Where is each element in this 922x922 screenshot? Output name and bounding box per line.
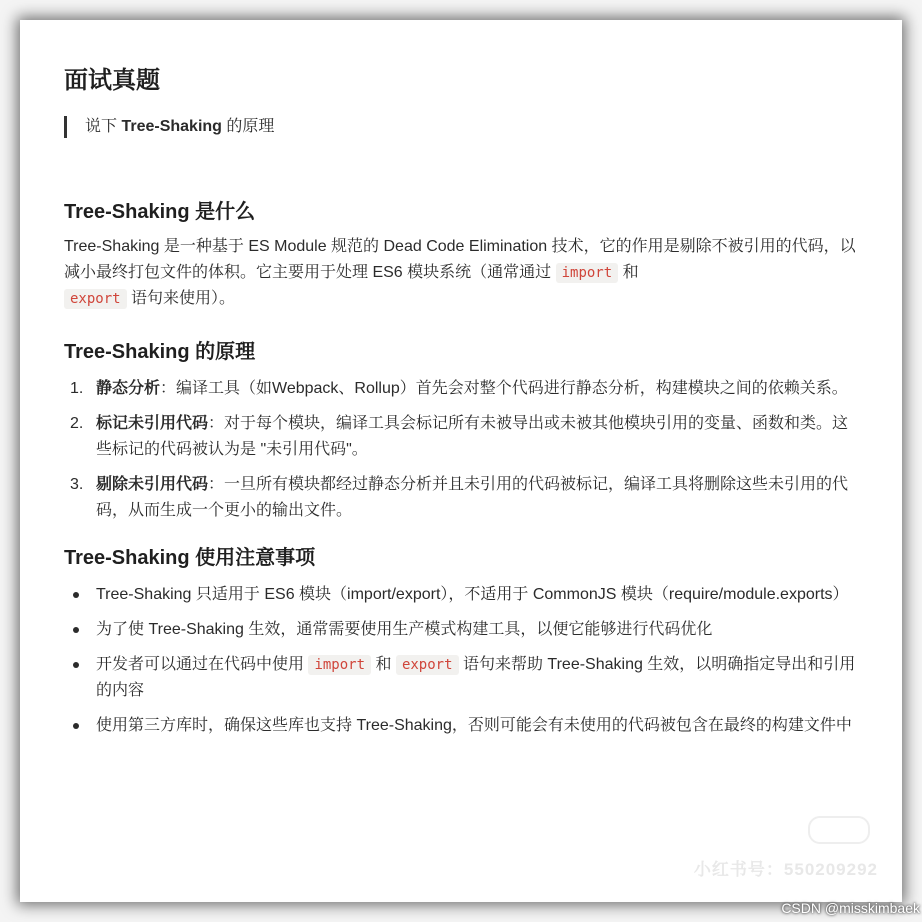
quote-bold: Tree-Shaking bbox=[121, 118, 222, 135]
watermark-logo-icon bbox=[808, 816, 870, 844]
section-heading-what: Tree-Shaking 是什么 bbox=[64, 201, 256, 223]
list-item bbox=[64, 582, 862, 608]
item-bold: 标记未引用代码 bbox=[96, 415, 209, 432]
item-text: 开发者可以通过在代码中使用 bbox=[96, 656, 309, 673]
quote-suffix: 的原理 bbox=[221, 118, 275, 135]
item-bold: 剔除未引用代码 bbox=[96, 476, 209, 493]
item-text: 语句来帮助 Tree-Shaking 生效，以明确指定导出和引用的内容 bbox=[96, 656, 856, 699]
credit-text: CSDN @misskimbaek bbox=[781, 900, 920, 916]
quote-prefix: 说下 bbox=[85, 118, 122, 135]
list-item bbox=[64, 713, 862, 739]
list-item bbox=[64, 411, 862, 463]
page-title: 面试真题 bbox=[64, 67, 160, 94]
section-heading-principle: Tree-Shaking 的原理 bbox=[64, 341, 256, 363]
item-text: ：编译工具（如Webpack、Rollup）首先会对整个代码进行静态分析，构建模块之间的依赖关系。 bbox=[160, 380, 848, 397]
inline-code-import: import bbox=[308, 655, 371, 675]
para-text: Tree-Shaking 是一种基于 ES Module 规范的 Dead Code Elimination 技术，它的作用是剔除不被引用的代码，以减小最终打包文件的体积。它主要用于处理 ES6 模块系统（通常通过 bbox=[64, 238, 856, 281]
item-text: 和 bbox=[371, 656, 396, 673]
list-item bbox=[64, 376, 862, 402]
document-card bbox=[20, 20, 902, 902]
inline-code-export: export bbox=[396, 655, 459, 675]
para-text: 和 bbox=[618, 264, 639, 281]
para-text: 语句来使用）。 bbox=[126, 290, 236, 307]
inline-code-import: import bbox=[556, 263, 619, 283]
section-paragraph-what bbox=[64, 234, 862, 312]
list-item bbox=[64, 652, 862, 704]
list-item bbox=[64, 472, 862, 524]
bullet-icon bbox=[73, 723, 79, 729]
principle-list bbox=[64, 376, 862, 524]
inline-code-export: export bbox=[64, 289, 127, 309]
list-item bbox=[64, 617, 862, 643]
list-number: 3. bbox=[70, 476, 84, 493]
item-text: 为了使 Tree-Shaking 生效，通常需要使用生产模式构建工具，以便它能够进行代码优化 bbox=[96, 621, 713, 638]
item-text: ：一旦所有模块都经过静态分析并且未引用的代码被标记，编译工具将删除这些未引用的代码，从而生成一个更小的输出文件。 bbox=[96, 476, 849, 519]
bullet-icon bbox=[73, 592, 79, 598]
bullet-icon bbox=[73, 662, 79, 668]
bullet-icon bbox=[73, 627, 79, 633]
list-number: 2. bbox=[70, 415, 84, 432]
item-bold: 静态分析 bbox=[96, 380, 161, 397]
list-number: 1. bbox=[70, 380, 84, 397]
item-text: Tree-Shaking 只适用于 ES6 模块（import/export），不适用于 CommonJS 模块（require/module.exports） bbox=[96, 586, 849, 603]
notes-list bbox=[64, 582, 862, 739]
question-quote bbox=[64, 116, 862, 138]
watermark-text: 小红书号：550209292 bbox=[693, 860, 878, 879]
item-text: ：对于每个模块，编译工具会标记所有未被导出或未被其他模块引用的变量、函数和类。这些标记的代码被认为是 "未引用代码"。 bbox=[96, 415, 849, 458]
section-heading-notes: Tree-Shaking 使用注意事项 bbox=[64, 547, 316, 569]
item-text: 使用第三方库时，确保这些库也支持 Tree-Shaking，否则可能会有未使用的代码被包含在最终的构建文件中 bbox=[96, 717, 852, 734]
